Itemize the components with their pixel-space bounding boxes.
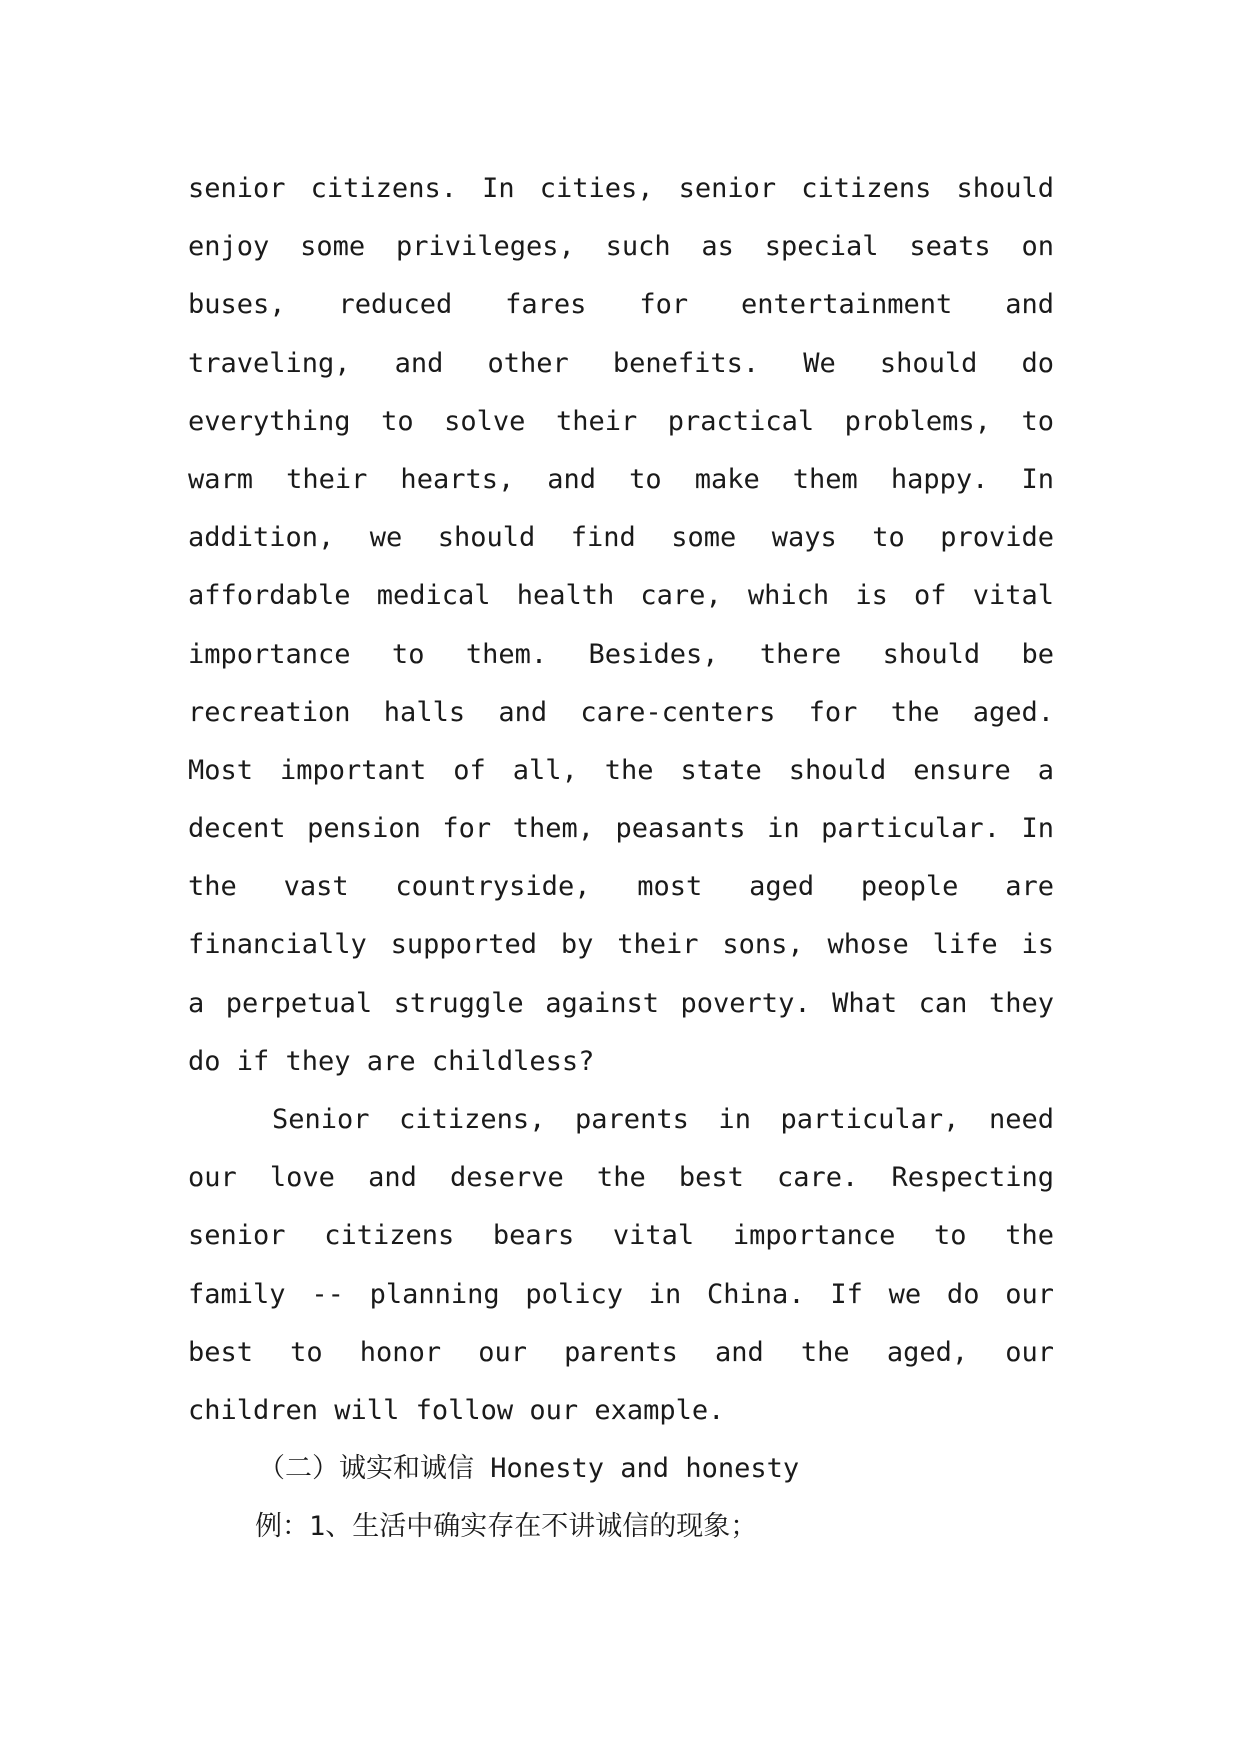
text-line: traveling, and other benefits. We should do	[188, 347, 1054, 379]
paragraph-senior-citizens-privileges	[188, 160, 1054, 1091]
text-line: senior citizens bears vital importance to the	[188, 1220, 1054, 1252]
section-heading: （二）诚实和诚信 Honesty and honesty	[258, 1453, 800, 1484]
text-line: do if they are childless?	[188, 1045, 595, 1077]
text-line: the vast countryside, most aged people are	[188, 871, 1054, 903]
text-line: best to honor our parents and the aged, our	[188, 1336, 1054, 1368]
text-line: family -- planning policy in China. If we do our	[188, 1278, 1054, 1310]
text-line: a perpetual struggle against poverty. What can they	[188, 987, 1054, 1019]
text-line: decent pension for them, peasants in particular. In	[188, 813, 1054, 845]
text-line: buses, reduced fares for entertainment and	[188, 289, 1054, 321]
paragraph-respecting-seniors	[188, 1091, 1054, 1440]
text-line: importance to them. Besides, there should be	[188, 638, 1054, 670]
text-line: enjoy some privileges, such as special seats on	[188, 231, 1054, 263]
text-line: recreation halls and care-centers for the aged.	[188, 696, 1054, 728]
body-text	[188, 160, 1054, 1440]
text-line: children will follow our example.	[188, 1394, 725, 1426]
text-line: addition, we should find some ways to provide	[188, 522, 1054, 554]
text-line: warm their hearts, and to make them happy. In	[188, 463, 1054, 495]
text-line: our love and deserve the best care. Respecting	[188, 1162, 1054, 1194]
example-line: 例：1、生活中确实存在不讲诚信的现象；	[255, 1511, 758, 1542]
text-line: Most important of all, the state should ensure a	[188, 754, 1054, 786]
text-line: Senior citizens, parents in particular, need	[272, 1104, 1054, 1135]
text-line: financially supported by their sons, whose life is	[188, 929, 1054, 961]
text-line: affordable medical health care, which is of vital	[188, 580, 1054, 612]
text-line: senior citizens. In cities, senior citizens should	[188, 173, 1054, 204]
text-line: everything to solve their practical problems, to	[188, 405, 1054, 437]
